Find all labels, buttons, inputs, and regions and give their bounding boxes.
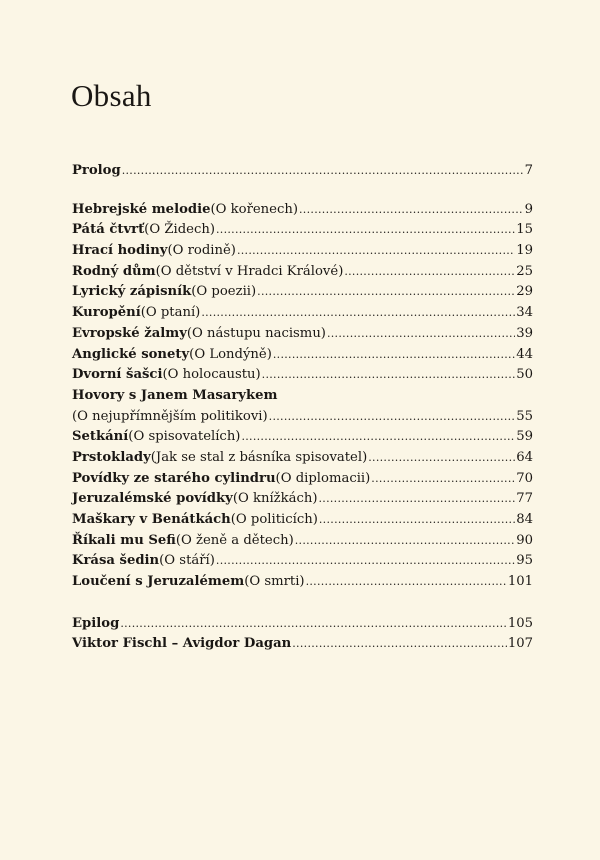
entry-page: 70 [516,470,533,486]
entry-title: Lyrický zápisník [72,284,192,300]
toc-entry [72,491,533,512]
dot-leader [201,305,515,320]
entry-page: 105 [507,615,533,631]
toc-entry [72,347,533,368]
entry-title: Dvorní šašci [72,367,163,383]
entry-page: 9 [524,201,533,217]
dot-leader [216,222,515,237]
dot-leader [269,409,516,424]
dot-leader [241,429,515,444]
entry-title: Krása šedin [72,553,160,569]
entry-page: 34 [516,305,533,321]
toc-entry [72,450,533,471]
entry-page: 29 [516,284,533,300]
entry-title: Povídky ze starého cylindru [72,470,276,486]
entry-subtitle: (O diplomacii) [275,470,371,486]
table-of-contents [72,163,533,657]
entry-title: Hebrejské melodie [72,201,211,217]
entry-title: Hovory s Janem Masarykem [72,387,278,403]
toc-entry [72,429,533,450]
toc-entry [72,512,533,533]
entry-title: Prolog [72,163,121,178]
entry-subtitle: (O Židech) [144,222,215,238]
entry-subtitle: (O stáří) [159,553,215,569]
entry-title: Kuropění [72,305,141,321]
toc-entry [72,471,533,492]
toc-entry [72,326,533,347]
toc-entry [72,222,533,243]
dot-leader [262,367,516,382]
entry-subtitle: (O kořenech) [210,201,299,217]
entry-page: 64 [516,449,533,465]
toc-entry [72,243,533,264]
dot-leader [371,471,515,486]
entry-title: Rodný dům [72,263,156,279]
entry-page: 19 [516,243,533,259]
entry-subtitle: (O smrti) [244,574,305,590]
dot-leader [292,636,507,651]
page-title: Obsah [71,78,152,113]
entry-title: Jeruzalémské povídky [72,491,233,507]
entry-title: Maškary v Benátkách [72,512,231,527]
entry-page: 101 [507,574,533,590]
entry-subtitle: (O dětství v Hradci Králové) [155,263,344,279]
toc-entry [72,202,533,223]
dot-leader [122,163,524,178]
toc-entry [72,264,533,285]
entry-title: Anglické sonety [72,346,190,362]
entry-page: 84 [516,512,533,527]
dot-leader [319,491,516,506]
dot-leader [257,284,515,299]
entry-subtitle: (O nástupu nacismu) [186,325,326,341]
entry-subtitle: (O politicích) [230,512,318,527]
entry-title: Prstoklady [72,449,151,465]
toc-entry [72,305,533,326]
entry-title: Pátá čtvrť [72,222,145,238]
toc-entry [72,574,533,595]
dot-leader [368,450,515,465]
dot-leader [327,326,515,341]
entry-page: 107 [507,636,533,652]
toc-entry [72,533,533,554]
entry-subtitle: (O ženě a dětech) [175,532,294,548]
entry-title: Loučení s Jeruzalémem [72,574,245,590]
entry-subtitle: (O nejupřímnějším politikovi) [72,408,268,424]
dot-leader [295,533,515,548]
entry-page: 7 [524,163,533,178]
entry-title: Říkali mu Sefi [72,532,176,548]
dot-leader [319,512,515,527]
dot-leader [120,616,507,631]
entry-subtitle: (O knížkách) [232,491,318,507]
entry-title: Setkání [72,429,129,445]
entry-title: Hrací hodiny [72,243,168,259]
entry-subtitle: (O poezii) [191,284,257,300]
entry-page: 44 [516,346,533,362]
entry-page: 39 [516,325,533,341]
entry-subtitle: (Jak se stal z básníka spisovatel) [150,449,368,465]
entry-page: 25 [516,263,533,279]
dot-leader [216,553,515,568]
toc-entry-hovory-subtitle [72,409,533,430]
entry-subtitle: (O ptaní) [140,305,201,321]
toc-entry-prolog [72,163,533,184]
dot-leader [344,264,515,279]
toc-entry-author [72,636,533,657]
toc-entry [72,367,533,388]
toc-entry [72,553,533,574]
entry-subtitle: (O holocaustu) [162,367,261,383]
entry-subtitle: (O Londýně) [189,346,272,362]
entry-page: 50 [516,367,533,383]
dot-leader [306,574,507,589]
toc-entry-epilog [72,616,533,637]
dot-leader [273,347,515,362]
entry-title: Evropské žalmy [72,325,187,341]
toc-entry [72,284,533,305]
entry-page: 59 [516,429,533,445]
entry-subtitle: (O rodině) [167,243,236,259]
entry-page: 95 [516,553,533,569]
entry-title: Viktor Fischl – Avigdor Dagan [72,636,292,652]
dot-leader [299,202,524,217]
entry-title: Epilog [72,615,120,631]
entry-subtitle: (O spisovatelích) [128,429,241,445]
toc-entry-hovory-title [72,388,533,409]
dot-leader [237,243,515,258]
entry-page: 15 [516,222,533,238]
entry-page: 55 [516,408,533,424]
entry-page: 90 [516,532,533,548]
entry-page: 77 [516,491,533,507]
